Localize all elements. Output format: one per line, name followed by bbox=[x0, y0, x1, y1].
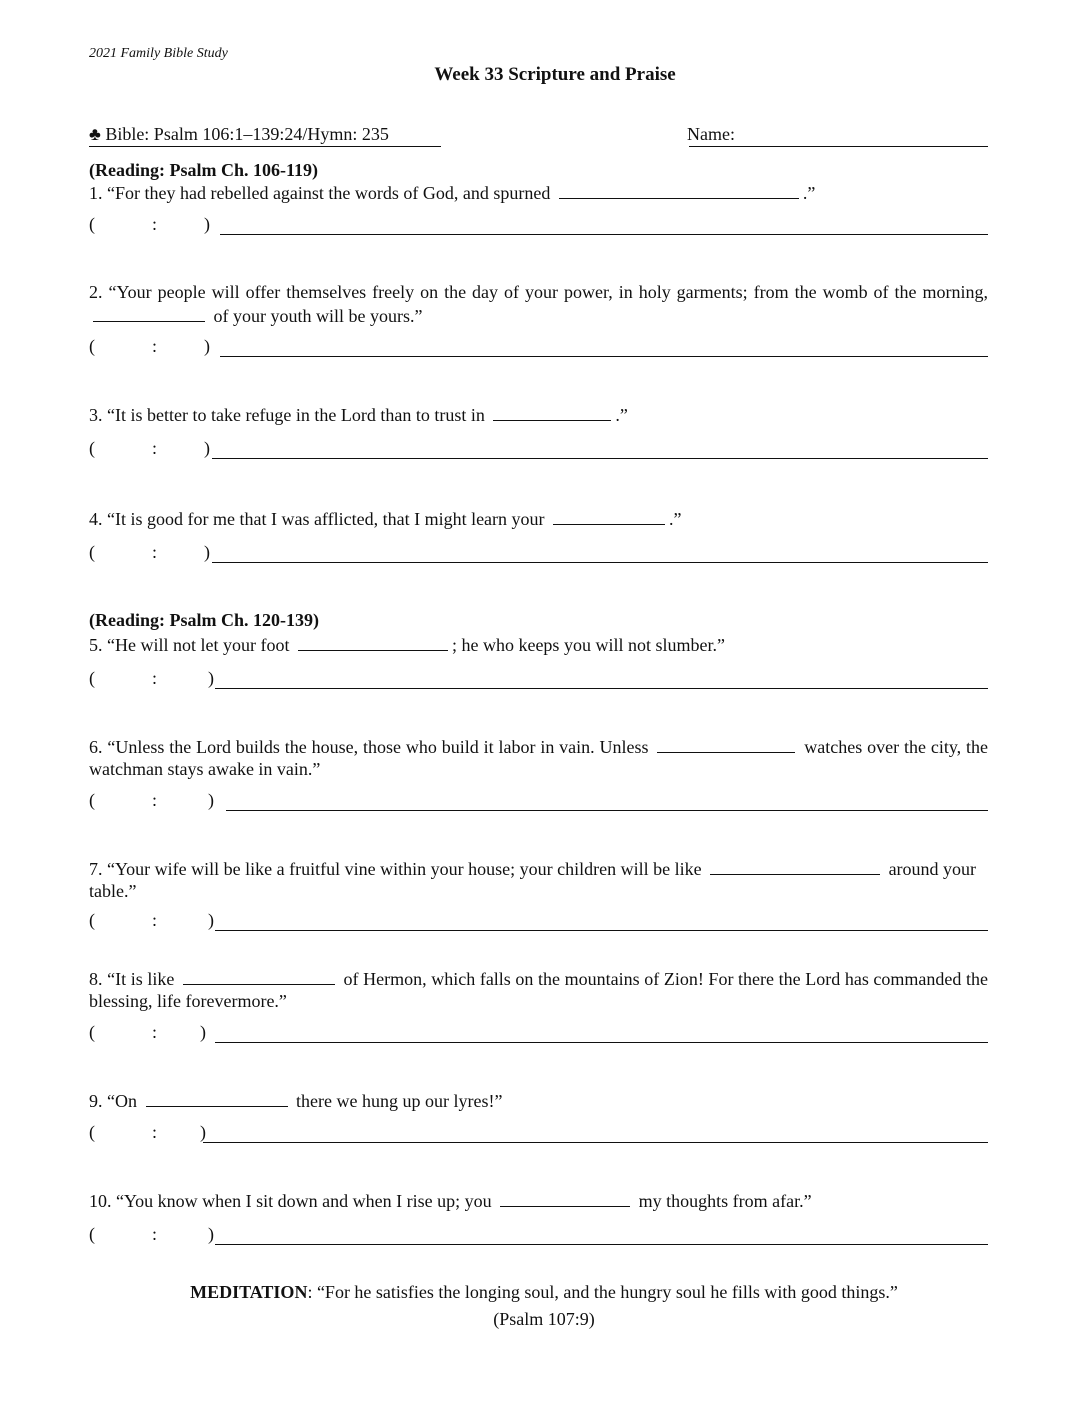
ref-open-paren: ( bbox=[89, 336, 95, 356]
ref-close-paren: ) bbox=[200, 1122, 206, 1142]
answer-line[interactable] bbox=[215, 930, 988, 931]
name-blank[interactable] bbox=[689, 146, 988, 147]
question-text-after: watches over the city, the watchman stays awake in vain.” bbox=[89, 737, 989, 779]
question-10 bbox=[89, 1188, 988, 1212]
reference-row-4 bbox=[89, 542, 988, 566]
meditation-text: : “For he satisfies the longing soul, and the hungry soul he fills with good things.” bbox=[307, 1282, 898, 1302]
page-title: Week 33 Scripture and Praise bbox=[434, 64, 676, 85]
question-text-before: 2. “Your people will offer themselves freely on the day of your power, in holy garments; from the womb of the morning, bbox=[89, 282, 988, 302]
answer-blank[interactable] bbox=[298, 632, 448, 651]
question-text-after: .” bbox=[802, 183, 816, 203]
ref-colon: : bbox=[152, 910, 158, 930]
reference-row-3 bbox=[89, 438, 988, 462]
ref-open-paren: ( bbox=[89, 438, 95, 458]
ref-colon: : bbox=[152, 1122, 158, 1142]
ref-close-paren: ) bbox=[200, 1022, 206, 1042]
bible-underline bbox=[89, 146, 441, 147]
ref-open-paren: ( bbox=[89, 542, 95, 562]
question-text-before: 10. “You know when I sit down and when I rise up; you bbox=[89, 1191, 492, 1211]
question-text-before: 5. “He will not let your foot bbox=[89, 635, 290, 655]
reference-row-8 bbox=[89, 1022, 988, 1046]
ref-colon: : bbox=[152, 790, 158, 810]
answer-line[interactable] bbox=[215, 1244, 988, 1245]
ref-open-paren: ( bbox=[89, 790, 95, 810]
answer-line[interactable] bbox=[226, 810, 988, 811]
answer-blank[interactable] bbox=[493, 402, 611, 421]
answer-line[interactable] bbox=[220, 234, 988, 235]
reference-row-7 bbox=[89, 910, 988, 934]
question-text-before: 7. “Your wife will be like a fruitful vine within your house; your children will be like bbox=[89, 859, 702, 879]
reference-row-6 bbox=[89, 790, 988, 814]
answer-blank[interactable] bbox=[559, 180, 799, 199]
question-text-before: 8. “It is like bbox=[89, 969, 175, 989]
answer-blank[interactable] bbox=[710, 856, 880, 875]
question-2 bbox=[89, 281, 988, 327]
ref-open-paren: ( bbox=[89, 668, 95, 688]
section-heading-2: (Reading: Psalm Ch. 120-139) bbox=[89, 610, 319, 630]
reference-row-10 bbox=[89, 1224, 988, 1248]
question-5 bbox=[89, 632, 988, 656]
reference-row-9 bbox=[89, 1122, 988, 1146]
question-7 bbox=[89, 856, 988, 902]
ref-close-paren: ) bbox=[208, 1224, 214, 1244]
answer-line[interactable] bbox=[215, 1042, 988, 1043]
name-label: Name: bbox=[687, 124, 735, 144]
question-text-after: there we hung up our lyres!” bbox=[296, 1091, 503, 1111]
meditation-reference: (Psalm 107:9) bbox=[493, 1309, 595, 1329]
question-text-after: of your youth will be yours.” bbox=[213, 306, 423, 326]
question-text-before: 4. “It is good for me that I was afflicted, that I might learn your bbox=[89, 509, 545, 529]
question-text-after: of Hermon, which falls on the mountains of Zion! For there the Lord has commanded the blessing, life forevermore.” bbox=[89, 969, 989, 1011]
answer-line[interactable] bbox=[203, 1142, 988, 1143]
section-heading-1: (Reading: Psalm Ch. 106-119) bbox=[89, 160, 318, 180]
ref-colon: : bbox=[152, 214, 158, 234]
answer-blank[interactable] bbox=[553, 506, 665, 525]
question-3 bbox=[89, 402, 988, 426]
ref-open-paren: ( bbox=[89, 1122, 95, 1142]
question-text-before: 6. “Unless the Lord builds the house, those who build it labor in vain. Unless bbox=[89, 737, 649, 757]
ref-open-paren: ( bbox=[89, 910, 95, 930]
question-text-after: my thoughts from afar.” bbox=[638, 1191, 812, 1211]
ref-colon: : bbox=[152, 336, 158, 356]
ref-close-paren: ) bbox=[204, 214, 210, 234]
ref-colon: : bbox=[152, 668, 158, 688]
question-text-after: around your table.” bbox=[89, 859, 977, 901]
ref-colon: : bbox=[152, 438, 158, 458]
answer-line[interactable] bbox=[212, 562, 988, 563]
ref-colon: : bbox=[152, 542, 158, 562]
ref-close-paren: ) bbox=[208, 790, 214, 810]
answer-blank[interactable] bbox=[657, 734, 795, 753]
question-text-before: 3. “It is better to take refuge in the Lord than to trust in bbox=[89, 405, 485, 425]
ref-close-paren: ) bbox=[204, 336, 210, 356]
info-row bbox=[89, 124, 988, 148]
corner-label: 2021 Family Bible Study bbox=[89, 46, 228, 61]
ref-close-paren: ) bbox=[204, 438, 210, 458]
answer-blank[interactable] bbox=[500, 1188, 630, 1207]
reference-row-2 bbox=[89, 336, 988, 360]
answer-blank[interactable] bbox=[183, 966, 335, 985]
question-text-before: 1. “For they had rebelled against the words of God, and spurned bbox=[89, 183, 551, 203]
meditation-label: MEDITATION bbox=[190, 1282, 308, 1302]
answer-line[interactable] bbox=[215, 688, 988, 689]
ref-colon: : bbox=[152, 1224, 158, 1244]
ref-open-paren: ( bbox=[89, 1224, 95, 1244]
answer-blank[interactable] bbox=[93, 303, 205, 322]
ref-close-paren: ) bbox=[208, 668, 214, 688]
answer-blank[interactable] bbox=[146, 1088, 288, 1107]
question-4 bbox=[89, 506, 988, 530]
bible-reference: ♣ Bible: Psalm 106:1–139:24/Hymn: 235 bbox=[89, 124, 389, 144]
question-1 bbox=[89, 180, 988, 204]
reference-row-1 bbox=[89, 214, 988, 238]
meditation bbox=[0, 1279, 1088, 1333]
ref-open-paren: ( bbox=[89, 214, 95, 234]
question-text-after: ; he who keeps you will not slumber.” bbox=[451, 635, 725, 655]
ref-open-paren: ( bbox=[89, 1022, 95, 1042]
question-6 bbox=[89, 734, 988, 780]
ref-colon: : bbox=[152, 1022, 158, 1042]
question-text-after: .” bbox=[669, 509, 682, 529]
answer-line[interactable] bbox=[220, 356, 988, 357]
question-text-after: .” bbox=[615, 405, 628, 425]
question-9 bbox=[89, 1088, 988, 1112]
question-text-before: 9. “On bbox=[89, 1091, 137, 1111]
question-8 bbox=[89, 966, 988, 1012]
reference-row-5 bbox=[89, 668, 988, 692]
ref-close-paren: ) bbox=[204, 542, 210, 562]
answer-line[interactable] bbox=[212, 458, 988, 459]
meditation-line bbox=[0, 1279, 1088, 1306]
ref-close-paren: ) bbox=[208, 910, 214, 930]
